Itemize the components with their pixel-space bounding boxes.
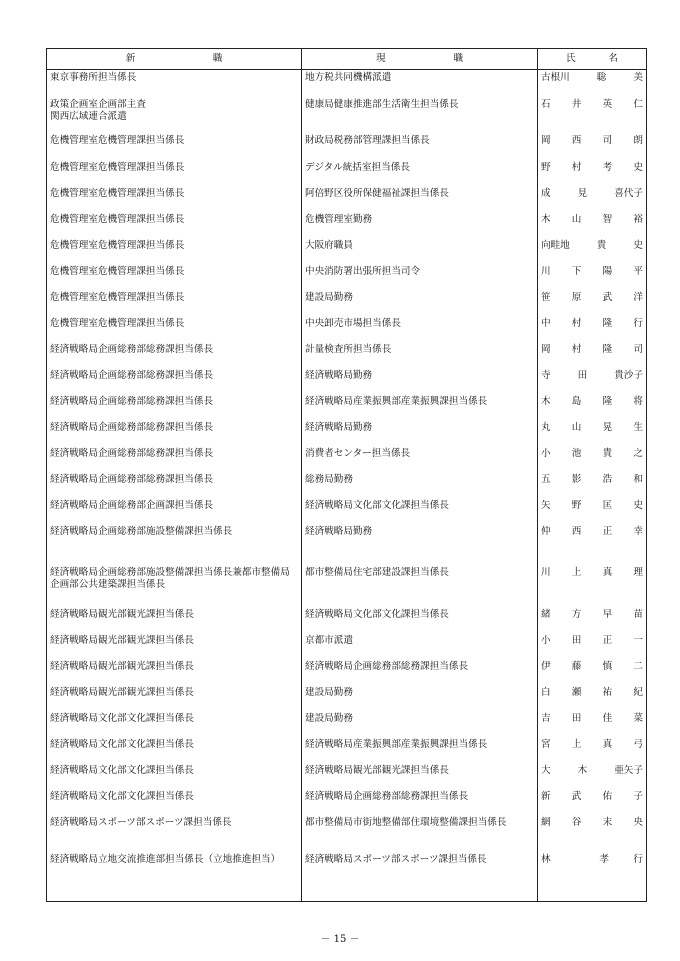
name-cell	[538, 368, 647, 394]
name-part: 西	[571, 525, 582, 537]
name-cell	[538, 70, 647, 97]
table-row	[47, 342, 647, 368]
name-part: 白	[541, 686, 551, 698]
name-part: 方	[571, 608, 582, 620]
name-cell	[538, 446, 647, 472]
new-post-cell: 危機管理室危機管理課担当係長	[47, 290, 302, 316]
name-part: 貴沙子	[614, 369, 643, 381]
name-cell	[538, 659, 647, 685]
table-row	[47, 316, 647, 342]
name-part: 正	[602, 634, 613, 646]
name-part: 正	[602, 525, 613, 537]
table-row	[47, 70, 647, 97]
name-part: 亜矢子	[614, 764, 643, 776]
name-part: 山	[571, 213, 582, 225]
name-part: 慎	[602, 660, 613, 672]
new-post-cell: 経済戦略局企画総務部施設整備課担当係長	[47, 524, 302, 565]
header-name: 氏 名	[538, 49, 647, 70]
name-part: 裕	[633, 213, 643, 225]
name-part: 真	[602, 566, 613, 578]
current-post-cell: デジタル統括室担当係長	[302, 160, 538, 186]
header-row	[47, 49, 647, 70]
current-post-cell: 経済戦略局産業振興部産業振興課担当係長	[302, 737, 538, 763]
name-part: 洋	[633, 291, 643, 303]
name-part: 石	[541, 98, 551, 110]
name-part: 祐	[602, 686, 613, 698]
current-post-cell: 総務局勤務	[302, 472, 538, 498]
current-post-cell: 経済戦略局勤務	[302, 420, 538, 446]
name-part: 影	[571, 473, 582, 485]
name-part: 原	[571, 291, 582, 303]
name-part: 佑	[602, 790, 613, 802]
name-part: 岡	[541, 343, 551, 355]
name-cell	[538, 524, 647, 565]
name-cell	[538, 737, 647, 763]
name-part: 和	[633, 473, 643, 485]
name-part: 考	[602, 161, 613, 173]
current-post-cell: 消費者センター担当係長	[302, 446, 538, 472]
name-cell	[538, 763, 647, 789]
name-cell	[538, 342, 647, 368]
name-part: 村	[571, 161, 582, 173]
name-part: 村	[571, 317, 582, 329]
name-part: 岡	[541, 134, 551, 146]
table-row	[47, 368, 647, 394]
current-post-cell: 建設局勤務	[302, 290, 538, 316]
current-post-cell: 都市整備局市街地整備部住環境整備課担当係長	[302, 815, 538, 852]
current-post-cell: 健康局健康推進部生活衛生担当係長	[302, 97, 538, 133]
name-part: 林	[541, 853, 551, 865]
table-row	[47, 815, 647, 852]
name-part: 隆	[602, 343, 613, 355]
name-cell	[538, 133, 647, 160]
current-post-cell: 財政局税務部管理課担当係長	[302, 133, 538, 160]
name-part: 仲	[541, 525, 551, 537]
name-part: 瀬	[571, 686, 582, 698]
current-post-cell: 経済戦略局文化部文化課担当係長	[302, 607, 538, 633]
name-part: 丸	[541, 421, 551, 433]
name-part: 喜代子	[614, 187, 643, 199]
table-row	[47, 290, 647, 316]
name-cell	[538, 472, 647, 498]
current-post-cell: 建設局勤務	[302, 711, 538, 737]
table-row	[47, 852, 647, 902]
name-cell	[538, 186, 647, 212]
table-row	[47, 446, 647, 472]
name-part: 五	[541, 473, 551, 485]
name-part: 緒	[541, 608, 551, 620]
name-part: 之	[633, 447, 643, 459]
header-new-post: 新 職	[47, 49, 302, 70]
name-part: 子	[633, 790, 643, 802]
name-part: 紀	[633, 686, 643, 698]
current-post-cell: 中央消防署出張所担当司令	[302, 264, 538, 290]
table-row	[47, 264, 647, 290]
current-post-cell: 都市整備局住宅部建設課担当係長	[302, 565, 538, 607]
table-row	[47, 763, 647, 789]
name-cell	[538, 290, 647, 316]
table-row	[47, 238, 647, 264]
name-part: 司	[633, 343, 643, 355]
new-post-cell: 経済戦略局観光部観光課担当係長	[47, 685, 302, 711]
table-row	[47, 186, 647, 212]
name-part: 上	[571, 738, 582, 750]
name-part: 小	[541, 634, 551, 646]
table-row	[47, 524, 647, 565]
name-part: 川	[541, 265, 551, 277]
name-part: 小	[541, 447, 551, 459]
name-part: 陽	[602, 265, 613, 277]
table-row	[47, 498, 647, 524]
new-post-cell: 経済戦略局企画総務部総務課担当係長	[47, 472, 302, 498]
current-post-cell: 計量検査所担当係長	[302, 342, 538, 368]
name-part: 下	[571, 265, 582, 277]
name-part: 田	[571, 634, 582, 646]
current-post-cell: 危機管理室勤務	[302, 212, 538, 238]
name-part: 川	[541, 566, 551, 578]
name-part: 貴	[596, 239, 607, 251]
header-current-post: 現 職	[302, 49, 538, 70]
name-cell	[538, 264, 647, 290]
new-post-cell: 危機管理室危機管理課担当係長	[47, 212, 302, 238]
new-post-cell: 経済戦略局企画総務部総務課担当係長	[47, 394, 302, 420]
current-post-cell: 建設局勤務	[302, 685, 538, 711]
current-post-cell: 大阪府職員	[302, 238, 538, 264]
name-part: 笹	[541, 291, 551, 303]
current-post-cell: 地方税共同機構派遣	[302, 70, 538, 97]
name-part: 朗	[633, 134, 643, 146]
name-part: 見	[577, 187, 588, 199]
current-post-cell: 経済戦略局スポーツ部スポーツ課担当係長	[302, 852, 538, 902]
name-part: 網	[541, 816, 551, 828]
name-part: 武	[602, 291, 613, 303]
name-part: 理	[633, 566, 643, 578]
table-row	[47, 472, 647, 498]
current-post-cell: 京都市派遣	[302, 633, 538, 659]
name-part: 山	[571, 421, 582, 433]
name-part: 聡	[596, 72, 607, 83]
new-post-cell: 経済戦略局企画総務部総務課担当係長	[47, 446, 302, 472]
name-part: 苗	[633, 608, 643, 620]
name-part: 行	[633, 853, 643, 865]
new-post-cell: 東京事務所担当係長	[47, 70, 302, 97]
name-part: 早	[602, 608, 613, 620]
name-part: 孝	[599, 853, 609, 865]
name-part: 弓	[633, 738, 643, 750]
new-post-cell: 危機管理室危機管理課担当係長	[47, 264, 302, 290]
name-part: 央	[633, 816, 643, 828]
name-part: 寺	[541, 369, 551, 381]
current-post-cell: 経済戦略局勤務	[302, 368, 538, 394]
name-part: 晃	[602, 421, 613, 433]
new-post-cell: 経済戦略局立地交流推進部担当係長（立地推進担当）	[47, 852, 302, 902]
name-part: 史	[633, 499, 643, 511]
name-cell	[538, 815, 647, 852]
name-cell	[538, 160, 647, 186]
name-part: 平	[633, 265, 643, 277]
name-part: 将	[633, 395, 643, 407]
name-part: 智	[602, 213, 613, 225]
personnel-table	[46, 48, 647, 902]
current-post-cell: 経済戦略局勤務	[302, 524, 538, 565]
table-row	[47, 685, 647, 711]
name-part: 菜	[633, 712, 643, 724]
new-post-cell: 経済戦略局観光部観光課担当係長	[47, 607, 302, 633]
new-post-cell: 経済戦略局文化部文化課担当係長	[47, 711, 302, 737]
new-post-cell: 危機管理室危機管理課担当係長	[47, 160, 302, 186]
name-part: 一	[633, 634, 643, 646]
name-cell	[538, 316, 647, 342]
name-part: 行	[633, 317, 643, 329]
name-part: 貴	[602, 447, 613, 459]
name-part: 藤	[571, 660, 582, 672]
name-part: 武	[571, 790, 582, 802]
table-row	[47, 420, 647, 446]
new-post-cell: 政策企画室企画部主査 関西広域連合派遣	[47, 97, 302, 133]
new-post-cell: 経済戦略局企画総務部企画課担当係長	[47, 498, 302, 524]
name-part: 伊	[541, 660, 551, 672]
new-post-cell: 経済戦略局文化部文化課担当係長	[47, 763, 302, 789]
current-post-cell: 経済戦略局観光部観光課担当係長	[302, 763, 538, 789]
name-cell	[538, 633, 647, 659]
name-cell	[538, 565, 647, 607]
name-part: 古根川	[541, 72, 570, 83]
name-part: 幸	[633, 525, 643, 537]
current-post-cell: 経済戦略局文化部文化課担当係長	[302, 498, 538, 524]
table-row	[47, 133, 647, 160]
name-part: 村	[571, 343, 582, 355]
name-cell	[538, 420, 647, 446]
name-part: 末	[602, 816, 613, 828]
name-cell	[538, 238, 647, 264]
name-cell	[538, 394, 647, 420]
current-post-cell: 阿倍野区役所保健福祉課担当係長	[302, 186, 538, 212]
name-part: 井	[571, 98, 582, 110]
name-part: 中	[541, 317, 551, 329]
name-part: 宮	[541, 738, 551, 750]
name-part: 生	[633, 421, 643, 433]
name-part: 隆	[602, 317, 613, 329]
name-part: 池	[571, 447, 582, 459]
new-post-cell: 経済戦略局観光部観光課担当係長	[47, 633, 302, 659]
name-part: 英	[602, 98, 613, 110]
name-part: 新	[541, 790, 551, 802]
table-row	[47, 737, 647, 763]
name-part: 向畦地	[541, 239, 570, 251]
name-part: 美	[633, 72, 643, 83]
name-part: 木	[541, 213, 551, 225]
current-post-cell: 経済戦略局企画総務部総務課担当係長	[302, 659, 538, 685]
name-part: 司	[602, 134, 613, 146]
current-post-cell: 経済戦略局企画総務部総務課担当係長	[302, 789, 538, 815]
new-post-cell: 危機管理室危機管理課担当係長	[47, 133, 302, 160]
name-part: 二	[633, 660, 643, 672]
name-part: 島	[571, 395, 582, 407]
name-part: 木	[541, 395, 551, 407]
name-cell	[538, 212, 647, 238]
name-cell	[538, 685, 647, 711]
table-row	[47, 160, 647, 186]
new-post-cell: 経済戦略局企画総務部総務課担当係長	[47, 368, 302, 394]
name-part: 野	[571, 499, 582, 511]
name-cell	[538, 711, 647, 737]
name-part: 仁	[633, 98, 643, 110]
name-part: 野	[541, 161, 551, 173]
name-part: 西	[571, 134, 582, 146]
new-post-cell: 経済戦略局企画総務部総務課担当係長	[47, 342, 302, 368]
name-part: 浩	[602, 473, 613, 485]
current-post-cell: 中央卸売市場担当係長	[302, 316, 538, 342]
table-row	[47, 607, 647, 633]
name-cell	[538, 607, 647, 633]
new-post-cell: 危機管理室危機管理課担当係長	[47, 186, 302, 212]
page-number: － 15 －	[320, 934, 360, 945]
name-part: 谷	[571, 816, 582, 828]
new-post-cell: 危機管理室危機管理課担当係長	[47, 316, 302, 342]
name-part: 矢	[541, 499, 551, 511]
name-part: 史	[633, 161, 643, 173]
table-row	[47, 711, 647, 737]
table-row	[47, 212, 647, 238]
table-row	[47, 97, 647, 133]
new-post-cell: 経済戦略局文化部文化課担当係長	[47, 737, 302, 763]
name-part: 匡	[602, 499, 613, 511]
name-cell	[538, 789, 647, 815]
new-post-cell: 経済戦略局観光部観光課担当係長	[47, 659, 302, 685]
new-post-cell: 経済戦略局企画総務部施設整備課担当係長兼都市整備局企画部公共建築課担当係長	[47, 565, 302, 607]
name-part: 史	[633, 239, 643, 251]
name-part: 田	[577, 369, 588, 381]
new-post-cell: 経済戦略局企画総務部総務課担当係長	[47, 420, 302, 446]
name-part: 成	[541, 187, 551, 199]
table-row	[47, 789, 647, 815]
name-part: 真	[602, 738, 613, 750]
current-post-cell: 経済戦略局産業振興部産業振興課担当係長	[302, 394, 538, 420]
table-row	[47, 633, 647, 659]
name-part: 木	[577, 764, 588, 776]
table-row	[47, 659, 647, 685]
name-part: 田	[571, 712, 582, 724]
table-row	[47, 394, 647, 420]
name-cell	[538, 97, 647, 133]
name-cell	[538, 852, 647, 902]
name-part: 佳	[602, 712, 613, 724]
name-part: 大	[541, 764, 551, 776]
name-part: 隆	[602, 395, 613, 407]
name-part: 吉	[541, 712, 551, 724]
table-row	[47, 565, 647, 607]
new-post-cell: 経済戦略局文化部文化課担当係長	[47, 789, 302, 815]
new-post-cell: 危機管理室危機管理課担当係長	[47, 238, 302, 264]
new-post-cell: 経済戦略局スポーツ部スポーツ課担当係長	[47, 815, 302, 852]
name-cell	[538, 498, 647, 524]
name-part: 上	[571, 566, 582, 578]
